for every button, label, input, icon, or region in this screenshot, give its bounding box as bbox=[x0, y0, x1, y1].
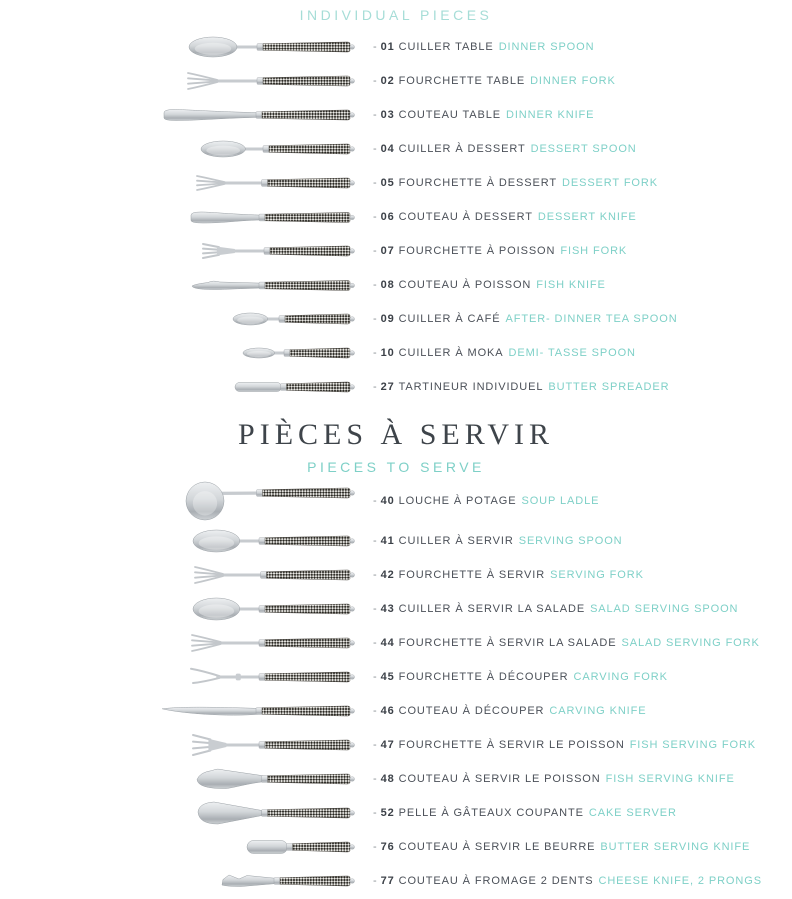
piece-label bbox=[373, 739, 756, 751]
piece-number: 03 bbox=[380, 109, 395, 121]
cutlery-row-46 bbox=[0, 694, 792, 728]
cutlery-row-01 bbox=[0, 30, 792, 64]
piece-label bbox=[373, 569, 644, 581]
piece-name-fr: CUILLER À SERVIR LA SALADE bbox=[398, 603, 586, 615]
piece-name-en: FISH SERVING KNIFE bbox=[605, 773, 735, 785]
piece-name-fr: LOUCHE À POTAGE bbox=[398, 495, 517, 507]
piece-name-en: DINNER FORK bbox=[530, 75, 616, 87]
cutlery-row-45 bbox=[0, 660, 792, 694]
dinner-fork-image bbox=[0, 71, 357, 91]
dinner-knife-image bbox=[0, 107, 357, 123]
piece-label bbox=[373, 109, 594, 121]
piece-name-en: DESSERT KNIFE bbox=[537, 211, 637, 223]
bullet-dash: - bbox=[373, 41, 378, 53]
tea-spoon-image bbox=[0, 312, 357, 326]
bullet-dash: - bbox=[373, 279, 378, 291]
piece-name-en: FISH SERVING FORK bbox=[629, 739, 757, 751]
bullet-dash: - bbox=[373, 535, 378, 547]
piece-name-en: CHEESE KNIFE, 2 PRONGS bbox=[598, 875, 762, 887]
piece-number: 40 bbox=[380, 495, 395, 507]
serving-pieces-list bbox=[0, 478, 792, 898]
piece-name-fr: COUTEAU À DÉCOUPER bbox=[398, 705, 545, 717]
piece-name-fr: FOURCHETTE À SERVIR bbox=[398, 569, 546, 581]
piece-name-fr: TARTINEUR INDIVIDUEL bbox=[398, 381, 544, 393]
piece-name-en: SALAD SERVING SPOON bbox=[590, 603, 739, 615]
piece-number: 45 bbox=[380, 671, 395, 683]
piece-name-fr: CUILLER TABLE bbox=[398, 41, 494, 53]
section-serve-header bbox=[0, 416, 792, 478]
piece-name-en: BUTTER SERVING KNIFE bbox=[600, 841, 751, 853]
piece-name-fr: FOURCHETTE À DÉCOUPER bbox=[398, 671, 569, 683]
carving-knife-image bbox=[0, 702, 357, 720]
fish-fork-image bbox=[0, 242, 357, 260]
piece-number: 44 bbox=[380, 637, 395, 649]
bullet-dash: - bbox=[373, 143, 378, 155]
fish-knife-image bbox=[0, 279, 357, 292]
bullet-dash: - bbox=[373, 381, 378, 393]
piece-name-en: AFTER- DINNER TEA SPOON bbox=[505, 313, 678, 325]
cutlery-row-44 bbox=[0, 626, 792, 660]
bullet-dash: - bbox=[373, 569, 378, 581]
piece-label bbox=[373, 347, 636, 359]
piece-number: 27 bbox=[380, 381, 395, 393]
piece-name-fr: COUTEAU À FROMAGE 2 DENTS bbox=[398, 875, 594, 887]
salad-serving-fork-image bbox=[0, 633, 357, 653]
piece-label bbox=[373, 807, 677, 819]
piece-name-en: SALAD SERVING FORK bbox=[621, 637, 760, 649]
individual-pieces-list bbox=[0, 30, 792, 404]
bullet-dash: - bbox=[373, 705, 378, 717]
piece-name-en: CAKE SERVER bbox=[588, 807, 677, 819]
bullet-dash: - bbox=[373, 841, 378, 853]
piece-name-fr: COUTEAU À SERVIR LE POISSON bbox=[398, 773, 601, 785]
piece-name-fr: COUTEAU TABLE bbox=[398, 109, 501, 121]
bullet-dash: - bbox=[373, 75, 378, 87]
piece-number: 42 bbox=[380, 569, 395, 581]
piece-name-en: BUTTER SPREADER bbox=[548, 381, 670, 393]
piece-name-en: DINNER SPOON bbox=[498, 41, 595, 53]
bullet-dash: - bbox=[373, 671, 378, 683]
cutlery-row-43 bbox=[0, 592, 792, 626]
piece-name-fr: PELLE À GÂTEAUX COUPANTE bbox=[398, 807, 584, 819]
fish-serving-knife-image bbox=[0, 767, 357, 791]
piece-number: 76 bbox=[380, 841, 395, 853]
piece-name-en: CARVING KNIFE bbox=[549, 705, 647, 717]
bullet-dash: - bbox=[373, 637, 378, 649]
piece-label bbox=[373, 177, 658, 189]
piece-name-fr: FOURCHETTE À SERVIR LE POISSON bbox=[398, 739, 625, 751]
dessert-spoon-image bbox=[0, 140, 357, 158]
cutlery-row-02 bbox=[0, 64, 792, 98]
piece-number: 04 bbox=[380, 143, 395, 155]
bullet-dash: - bbox=[373, 347, 378, 359]
moka-spoon-image bbox=[0, 347, 357, 359]
piece-number: 52 bbox=[380, 807, 395, 819]
piece-name-en: SOUP LADLE bbox=[521, 495, 600, 507]
piece-number: 09 bbox=[380, 313, 395, 325]
butter-serving-knife-image bbox=[0, 839, 357, 855]
butter-spreader-image bbox=[0, 381, 357, 393]
piece-number: 05 bbox=[380, 177, 395, 189]
piece-number: 07 bbox=[380, 245, 395, 257]
dinner-spoon-image bbox=[0, 36, 357, 58]
piece-name-en: DINNER KNIFE bbox=[506, 109, 595, 121]
cutlery-row-09 bbox=[0, 302, 792, 336]
piece-label bbox=[373, 313, 678, 325]
piece-name-en: SERVING SPOON bbox=[518, 535, 623, 547]
bullet-dash: - bbox=[373, 177, 378, 189]
piece-name-en: CARVING FORK bbox=[573, 671, 668, 683]
bullet-dash: - bbox=[373, 875, 378, 887]
piece-label bbox=[373, 637, 760, 649]
dessert-fork-image bbox=[0, 174, 357, 192]
piece-name-fr: COUTEAU À POISSON bbox=[398, 279, 532, 291]
cutlery-row-76 bbox=[0, 830, 792, 864]
piece-name-en: FISH KNIFE bbox=[536, 279, 606, 291]
cutlery-row-04 bbox=[0, 132, 792, 166]
piece-name-fr: FOURCHETTE À SERVIR LA SALADE bbox=[398, 637, 617, 649]
cutlery-row-42 bbox=[0, 558, 792, 592]
piece-name-fr: CUILLER À MOKA bbox=[398, 347, 504, 359]
salad-serving-spoon-image bbox=[0, 597, 357, 621]
piece-label bbox=[373, 875, 762, 887]
piece-name-en: SERVING FORK bbox=[550, 569, 644, 581]
piece-label bbox=[373, 705, 646, 717]
cake-server-image bbox=[0, 799, 357, 827]
piece-name-fr: COUTEAU À SERVIR LE BEURRE bbox=[398, 841, 596, 853]
bullet-dash: - bbox=[373, 211, 378, 223]
piece-label bbox=[373, 535, 623, 547]
piece-name-fr: FOURCHETTE À POISSON bbox=[398, 245, 556, 257]
cutlery-row-41 bbox=[0, 524, 792, 558]
cutlery-row-77 bbox=[0, 864, 792, 898]
dessert-knife-image bbox=[0, 211, 357, 224]
piece-name-fr: FOURCHETTE À DESSERT bbox=[398, 177, 557, 189]
piece-number: 08 bbox=[380, 279, 395, 291]
piece-number: 46 bbox=[380, 705, 395, 717]
piece-number: 02 bbox=[380, 75, 395, 87]
piece-name-fr: CUILLER À SERVIR bbox=[398, 535, 514, 547]
piece-label bbox=[373, 603, 738, 615]
piece-label bbox=[373, 143, 637, 155]
piece-number: 01 bbox=[380, 41, 395, 53]
cutlery-row-47 bbox=[0, 728, 792, 762]
piece-label bbox=[373, 75, 616, 87]
piece-label bbox=[373, 41, 594, 53]
bullet-dash: - bbox=[373, 807, 378, 819]
piece-name-fr: CUILLER À DESSERT bbox=[398, 143, 526, 155]
soup-ladle-image bbox=[0, 480, 357, 522]
carving-fork-image bbox=[0, 666, 357, 688]
piece-label bbox=[373, 495, 599, 507]
cutlery-row-52 bbox=[0, 796, 792, 830]
piece-name-en: FISH FORK bbox=[560, 245, 628, 257]
cutlery-row-06 bbox=[0, 200, 792, 234]
cutlery-row-03 bbox=[0, 98, 792, 132]
cutlery-row-40 bbox=[0, 478, 792, 524]
bullet-dash: - bbox=[373, 773, 378, 785]
piece-name-en: DEMI- TASSE SPOON bbox=[508, 347, 636, 359]
cutlery-row-48 bbox=[0, 762, 792, 796]
bullet-dash: - bbox=[373, 245, 378, 257]
piece-name-en: DESSERT SPOON bbox=[530, 143, 637, 155]
section-individual-title: INDIVIDUAL PIECES bbox=[299, 7, 493, 23]
piece-label bbox=[373, 841, 750, 853]
cutlery-row-07 bbox=[0, 234, 792, 268]
cutlery-row-27 bbox=[0, 370, 792, 404]
section-serve-title-fr: PIÈCES À SERVIR bbox=[238, 418, 554, 451]
piece-number: 10 bbox=[380, 347, 395, 359]
piece-number: 47 bbox=[380, 739, 395, 751]
piece-name-fr: COUTEAU À DESSERT bbox=[398, 211, 533, 223]
bullet-dash: - bbox=[373, 109, 378, 121]
piece-number: 43 bbox=[380, 603, 395, 615]
serving-fork-image bbox=[0, 565, 357, 585]
cutlery-row-10 bbox=[0, 336, 792, 370]
fish-serving-fork-image bbox=[0, 733, 357, 757]
piece-number: 06 bbox=[380, 211, 395, 223]
piece-label bbox=[373, 245, 627, 257]
cutlery-row-05 bbox=[0, 166, 792, 200]
cutlery-row-08 bbox=[0, 268, 792, 302]
section-serve-title-en: PIECES TO SERVE bbox=[307, 459, 485, 475]
piece-label bbox=[373, 773, 735, 785]
piece-label bbox=[373, 671, 668, 683]
bullet-dash: - bbox=[373, 313, 378, 325]
cheese-knife-2-prongs-image bbox=[0, 873, 357, 889]
piece-label bbox=[373, 211, 637, 223]
piece-name-fr: CUILLER À CAFÉ bbox=[398, 313, 501, 325]
piece-label bbox=[373, 381, 669, 393]
piece-name-fr: FOURCHETTE TABLE bbox=[398, 75, 526, 87]
serving-spoon-image bbox=[0, 528, 357, 554]
bullet-dash: - bbox=[373, 739, 378, 751]
piece-number: 77 bbox=[380, 875, 395, 887]
bullet-dash: - bbox=[373, 603, 378, 615]
piece-number: 41 bbox=[380, 535, 395, 547]
piece-name-en: DESSERT FORK bbox=[562, 177, 658, 189]
piece-number: 48 bbox=[380, 773, 395, 785]
piece-label bbox=[373, 279, 606, 291]
bullet-dash: - bbox=[373, 495, 378, 507]
